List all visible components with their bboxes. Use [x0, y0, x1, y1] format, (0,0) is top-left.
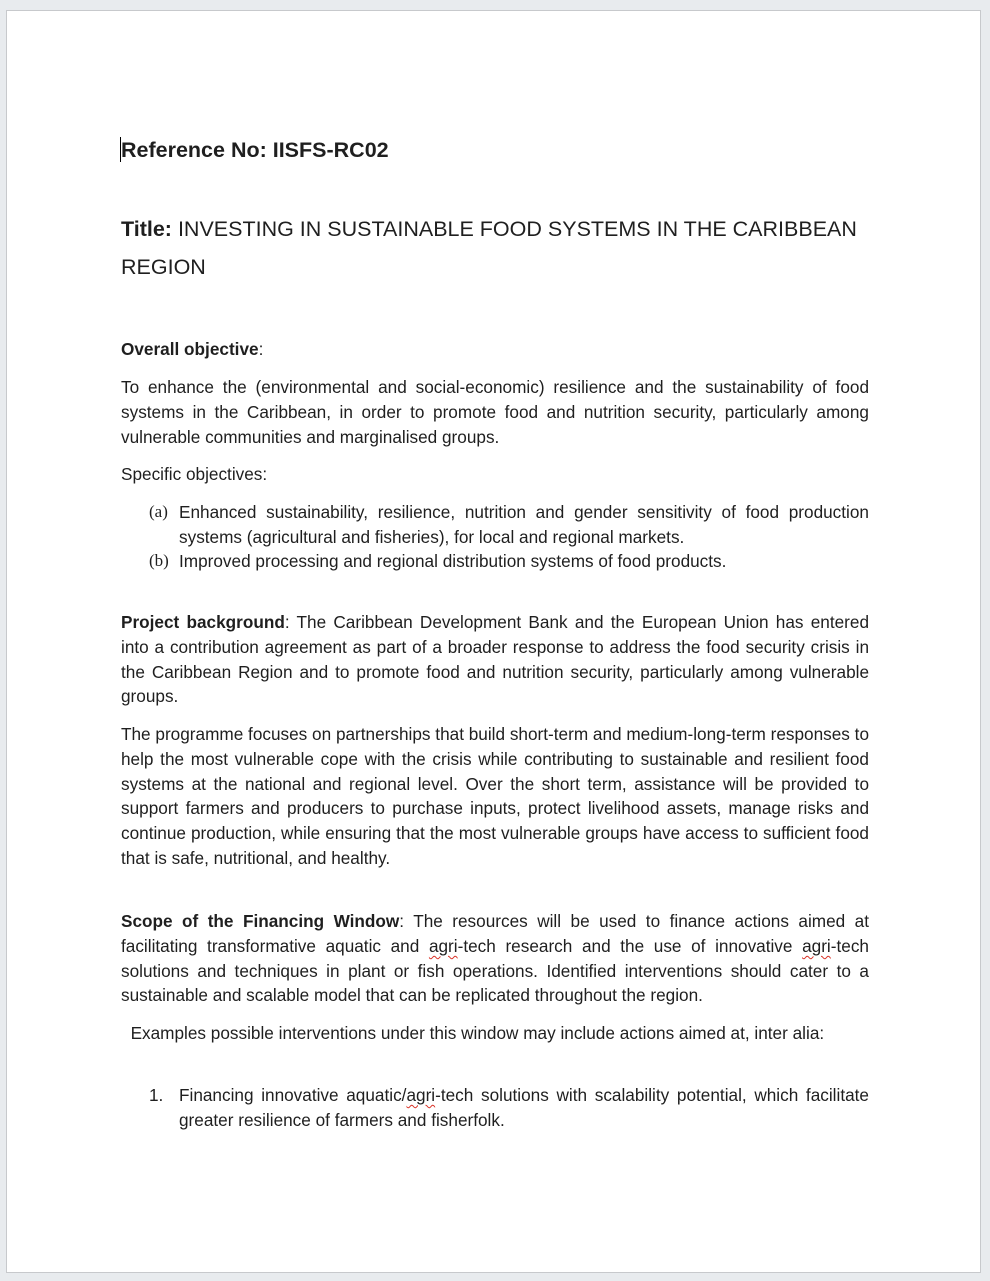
list-item-text: Financing innovative aquatic/agri-tech solutions with scalability potential, which facilitate greater resilience of farmers and fisherfolk.	[179, 1085, 869, 1130]
scope-label: Scope of the Financing Window	[121, 911, 400, 931]
document-title	[121, 210, 869, 286]
text-cursor	[120, 137, 121, 162]
specific-objectives-heading: Specific objectives:	[121, 464, 268, 484]
title-label: Title:	[121, 217, 172, 241]
list-item	[121, 500, 869, 550]
list-marker: (a)	[149, 502, 168, 521]
list-item	[121, 549, 869, 574]
spellcheck-flagged-word[interactable]: agri	[428, 935, 458, 956]
spellcheck-flagged-word[interactable]: agri	[406, 1085, 436, 1105]
spellcheck-flagged-word[interactable]: agri	[802, 935, 831, 956]
list-item-text: Improved processing and regional distribution systems of food products.	[179, 551, 727, 571]
overall-objective-text: To enhance the (environmental and social-economic) resilience and the sustainability of food systems in the Caribbean, in order to promote food and nutrition security, particularly among vulnerable communities and marginalised groups.	[121, 377, 869, 447]
examples-intro: Examples possible interventions under this window may include actions aimed at, inter alia:	[121, 1023, 825, 1043]
document-page[interactable]	[6, 10, 981, 1273]
scope-paragraph: Scope of the Financing Window: The resources will be used to finance actions aimed at facilitating transformative aquatic and agri-tech research and the use of innovative agri-tech solutions and techniques in plant or fish operations. Identified interventions should cater to a sustainable and scalable model that can be replicated throughout the region.	[121, 911, 869, 1006]
overall-objective-heading: Overall objective:	[121, 339, 264, 359]
project-background-paragraph: Project background: The Caribbean Development Bank and the European Union has entered into a contribution agreement as part of a broader response to address the food security crisis in the Caribbean Region and to promote food and nutrition security, particularly among vulnerable groups.	[121, 612, 869, 707]
list-marker: (b)	[149, 551, 169, 570]
list-item	[121, 1083, 869, 1133]
project-background-label: Project background	[121, 612, 285, 632]
list-item-text: Enhanced sustainability, resilience, nutrition and gender sensitivity of food production systems (agricultural and fisheries), for local and regional markets.	[179, 502, 869, 547]
reference-number: Reference No: IISFS-RC02	[121, 138, 389, 162]
title-text: INVESTING IN SUSTAINABLE FOOD SYSTEMS IN THE CARIBBEAN REGION	[121, 217, 857, 279]
list-marker: 1.	[149, 1085, 164, 1105]
programme-paragraph: The programme focuses on partnerships that build short-term and medium-long-term responses to help the most vulnerable cope with the crisis while contributing to sustainable and resilient food systems at the national and regional level. Over the short term, assistance will be provided to support farmers and producers to purchase inputs, protect livelihood assets, manage risks and continue production, while ensuring that the most vulnerable groups have access to sufficient food that is safe, nutritional, and healthy.	[121, 724, 870, 868]
